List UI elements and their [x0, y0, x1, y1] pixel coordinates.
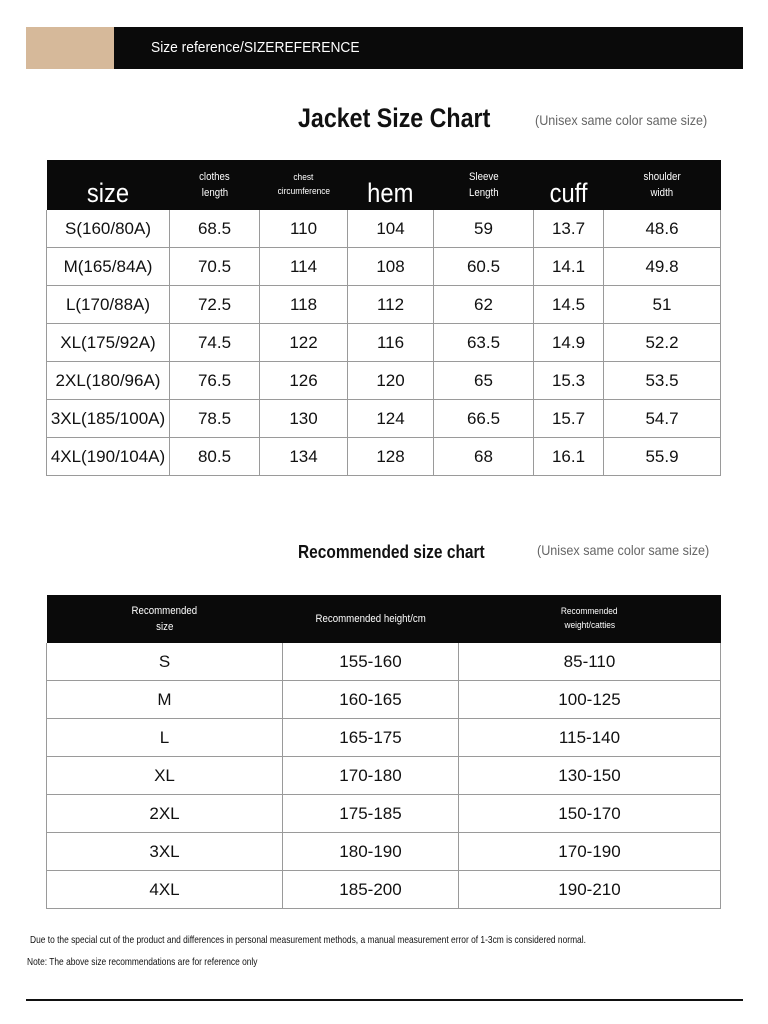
table-cell: 165-175 — [283, 719, 459, 757]
table-cell: 150-170 — [459, 795, 721, 833]
table-cell: 2XL(180/96A) — [47, 362, 170, 400]
table-cell: 130 — [260, 400, 348, 438]
table-cell: 120 — [348, 362, 434, 400]
table-cell: 4XL — [47, 871, 283, 909]
table-cell: 118 — [260, 286, 348, 324]
table-cell: 80.5 — [170, 438, 260, 476]
table-cell: L — [47, 719, 283, 757]
jacket-header-6 — [604, 160, 721, 210]
jacket-size-table — [46, 160, 721, 476]
table-cell: 110 — [260, 210, 348, 248]
recommended-header-label: weight/catties — [564, 620, 615, 631]
recommended-header-label: size — [155, 621, 174, 633]
table-row — [47, 871, 721, 909]
table-row — [47, 833, 721, 871]
table-row — [47, 757, 721, 795]
recommended-header-label: Recommended — [561, 606, 618, 617]
jacket-header-0 — [47, 160, 170, 210]
table-cell: 68 — [434, 438, 534, 476]
table-cell: 122 — [260, 324, 348, 362]
table-cell: 155-160 — [283, 643, 459, 681]
jacket-header-4 — [434, 160, 534, 210]
table-row — [47, 324, 721, 362]
table-cell: 190-210 — [459, 871, 721, 909]
recommended-chart-title: Recommended size chart — [298, 542, 485, 562]
table-cell: 49.8 — [604, 248, 721, 286]
recommended-header-2 — [459, 595, 721, 643]
jacket-header-label: circumference — [277, 186, 330, 197]
accent-swatch — [26, 27, 114, 69]
reference-note: Note: The above size recommendations are for reference only — [27, 956, 258, 968]
table-cell: 116 — [348, 324, 434, 362]
jacket-header-label: Length — [468, 187, 499, 199]
jacket-table-header — [47, 160, 721, 210]
recommended-chart-subtitle: (Unisex same color same size) — [537, 542, 710, 558]
table-cell: 128 — [348, 438, 434, 476]
recommended-table-header — [47, 595, 721, 643]
jacket-header-3 — [348, 160, 434, 210]
table-cell: 85-110 — [459, 643, 721, 681]
table-row — [47, 362, 721, 400]
table-row — [47, 681, 721, 719]
table-cell: 15.3 — [534, 362, 604, 400]
banner-label: Size reference/SIZEREFERENCE — [151, 39, 360, 56]
table-cell: 63.5 — [434, 324, 534, 362]
recommended-header-label: Recommended height/cm — [315, 613, 426, 625]
table-cell: 15.7 — [534, 400, 604, 438]
bottom-divider — [26, 999, 743, 1001]
table-cell: 72.5 — [170, 286, 260, 324]
table-cell: 14.9 — [534, 324, 604, 362]
table-row — [47, 438, 721, 476]
table-cell: 55.9 — [604, 438, 721, 476]
jacket-header-label: length — [201, 187, 228, 199]
table-cell: 134 — [260, 438, 348, 476]
jacket-header-label: shoulder — [643, 171, 681, 183]
table-row — [47, 795, 721, 833]
table-cell: 4XL(190/104A) — [47, 438, 170, 476]
table-cell: 185-200 — [283, 871, 459, 909]
table-cell: 70.5 — [170, 248, 260, 286]
table-cell: XL(175/92A) — [47, 324, 170, 362]
table-cell: 60.5 — [434, 248, 534, 286]
table-cell: 76.5 — [170, 362, 260, 400]
table-cell: S — [47, 643, 283, 681]
table-cell: 14.1 — [534, 248, 604, 286]
table-cell: 170-180 — [283, 757, 459, 795]
table-cell: 108 — [348, 248, 434, 286]
jacket-chart-title: Jacket Size Chart — [298, 103, 491, 133]
jacket-header-label: chest — [293, 172, 314, 183]
table-cell: 53.5 — [604, 362, 721, 400]
table-cell: M(165/84A) — [47, 248, 170, 286]
table-cell: 170-190 — [459, 833, 721, 871]
table-cell: 3XL — [47, 833, 283, 871]
table-row — [47, 248, 721, 286]
table-cell: 115-140 — [459, 719, 721, 757]
table-cell: 130-150 — [459, 757, 721, 795]
table-cell: L(170/88A) — [47, 286, 170, 324]
table-cell: XL — [47, 757, 283, 795]
jacket-header-label: Sleeve — [468, 171, 499, 183]
recommended-header-0 — [47, 595, 283, 643]
table-cell: 68.5 — [170, 210, 260, 248]
table-row — [47, 400, 721, 438]
jacket-header-label: width — [650, 187, 674, 199]
table-cell: 175-185 — [283, 795, 459, 833]
table-row — [47, 210, 721, 248]
table-cell: 160-165 — [283, 681, 459, 719]
table-cell: 52.2 — [604, 324, 721, 362]
measurement-note: Due to the special cut of the product and differences in personal measurement methods, a manual measurement error of 1-3cm is considered normal. — [30, 934, 586, 946]
table-cell: S(160/80A) — [47, 210, 170, 248]
jacket-header-label: clothes — [199, 171, 230, 183]
table-cell: 78.5 — [170, 400, 260, 438]
table-cell: 104 — [348, 210, 434, 248]
recommended-size-table — [46, 595, 721, 909]
jacket-header-label: cuff — [549, 178, 588, 208]
table-cell: 2XL — [47, 795, 283, 833]
recommended-header-1 — [283, 595, 459, 643]
jacket-header-label: size — [86, 178, 130, 208]
jacket-chart-subtitle: (Unisex same color same size) — [535, 112, 708, 128]
table-cell: 114 — [260, 248, 348, 286]
recommended-header-label: Recommended — [131, 605, 198, 617]
table-cell: 126 — [260, 362, 348, 400]
table-cell: 112 — [348, 286, 434, 324]
size-reference-banner — [26, 27, 743, 69]
table-cell: 3XL(185/100A) — [47, 400, 170, 438]
table-cell: M — [47, 681, 283, 719]
table-cell: 100-125 — [459, 681, 721, 719]
table-row — [47, 286, 721, 324]
table-cell: 16.1 — [534, 438, 604, 476]
table-cell: 74.5 — [170, 324, 260, 362]
table-cell: 14.5 — [534, 286, 604, 324]
jacket-header-2 — [260, 160, 348, 210]
jacket-header-label: hem — [367, 178, 414, 208]
table-cell: 124 — [348, 400, 434, 438]
table-cell: 51 — [604, 286, 721, 324]
table-cell: 54.7 — [604, 400, 721, 438]
jacket-header-1 — [170, 160, 260, 210]
table-cell: 180-190 — [283, 833, 459, 871]
table-row — [47, 643, 721, 681]
table-cell: 13.7 — [534, 210, 604, 248]
table-cell: 65 — [434, 362, 534, 400]
table-cell: 62 — [434, 286, 534, 324]
table-cell: 59 — [434, 210, 534, 248]
table-cell: 48.6 — [604, 210, 721, 248]
table-row — [47, 719, 721, 757]
jacket-header-5 — [534, 160, 604, 210]
table-cell: 66.5 — [434, 400, 534, 438]
